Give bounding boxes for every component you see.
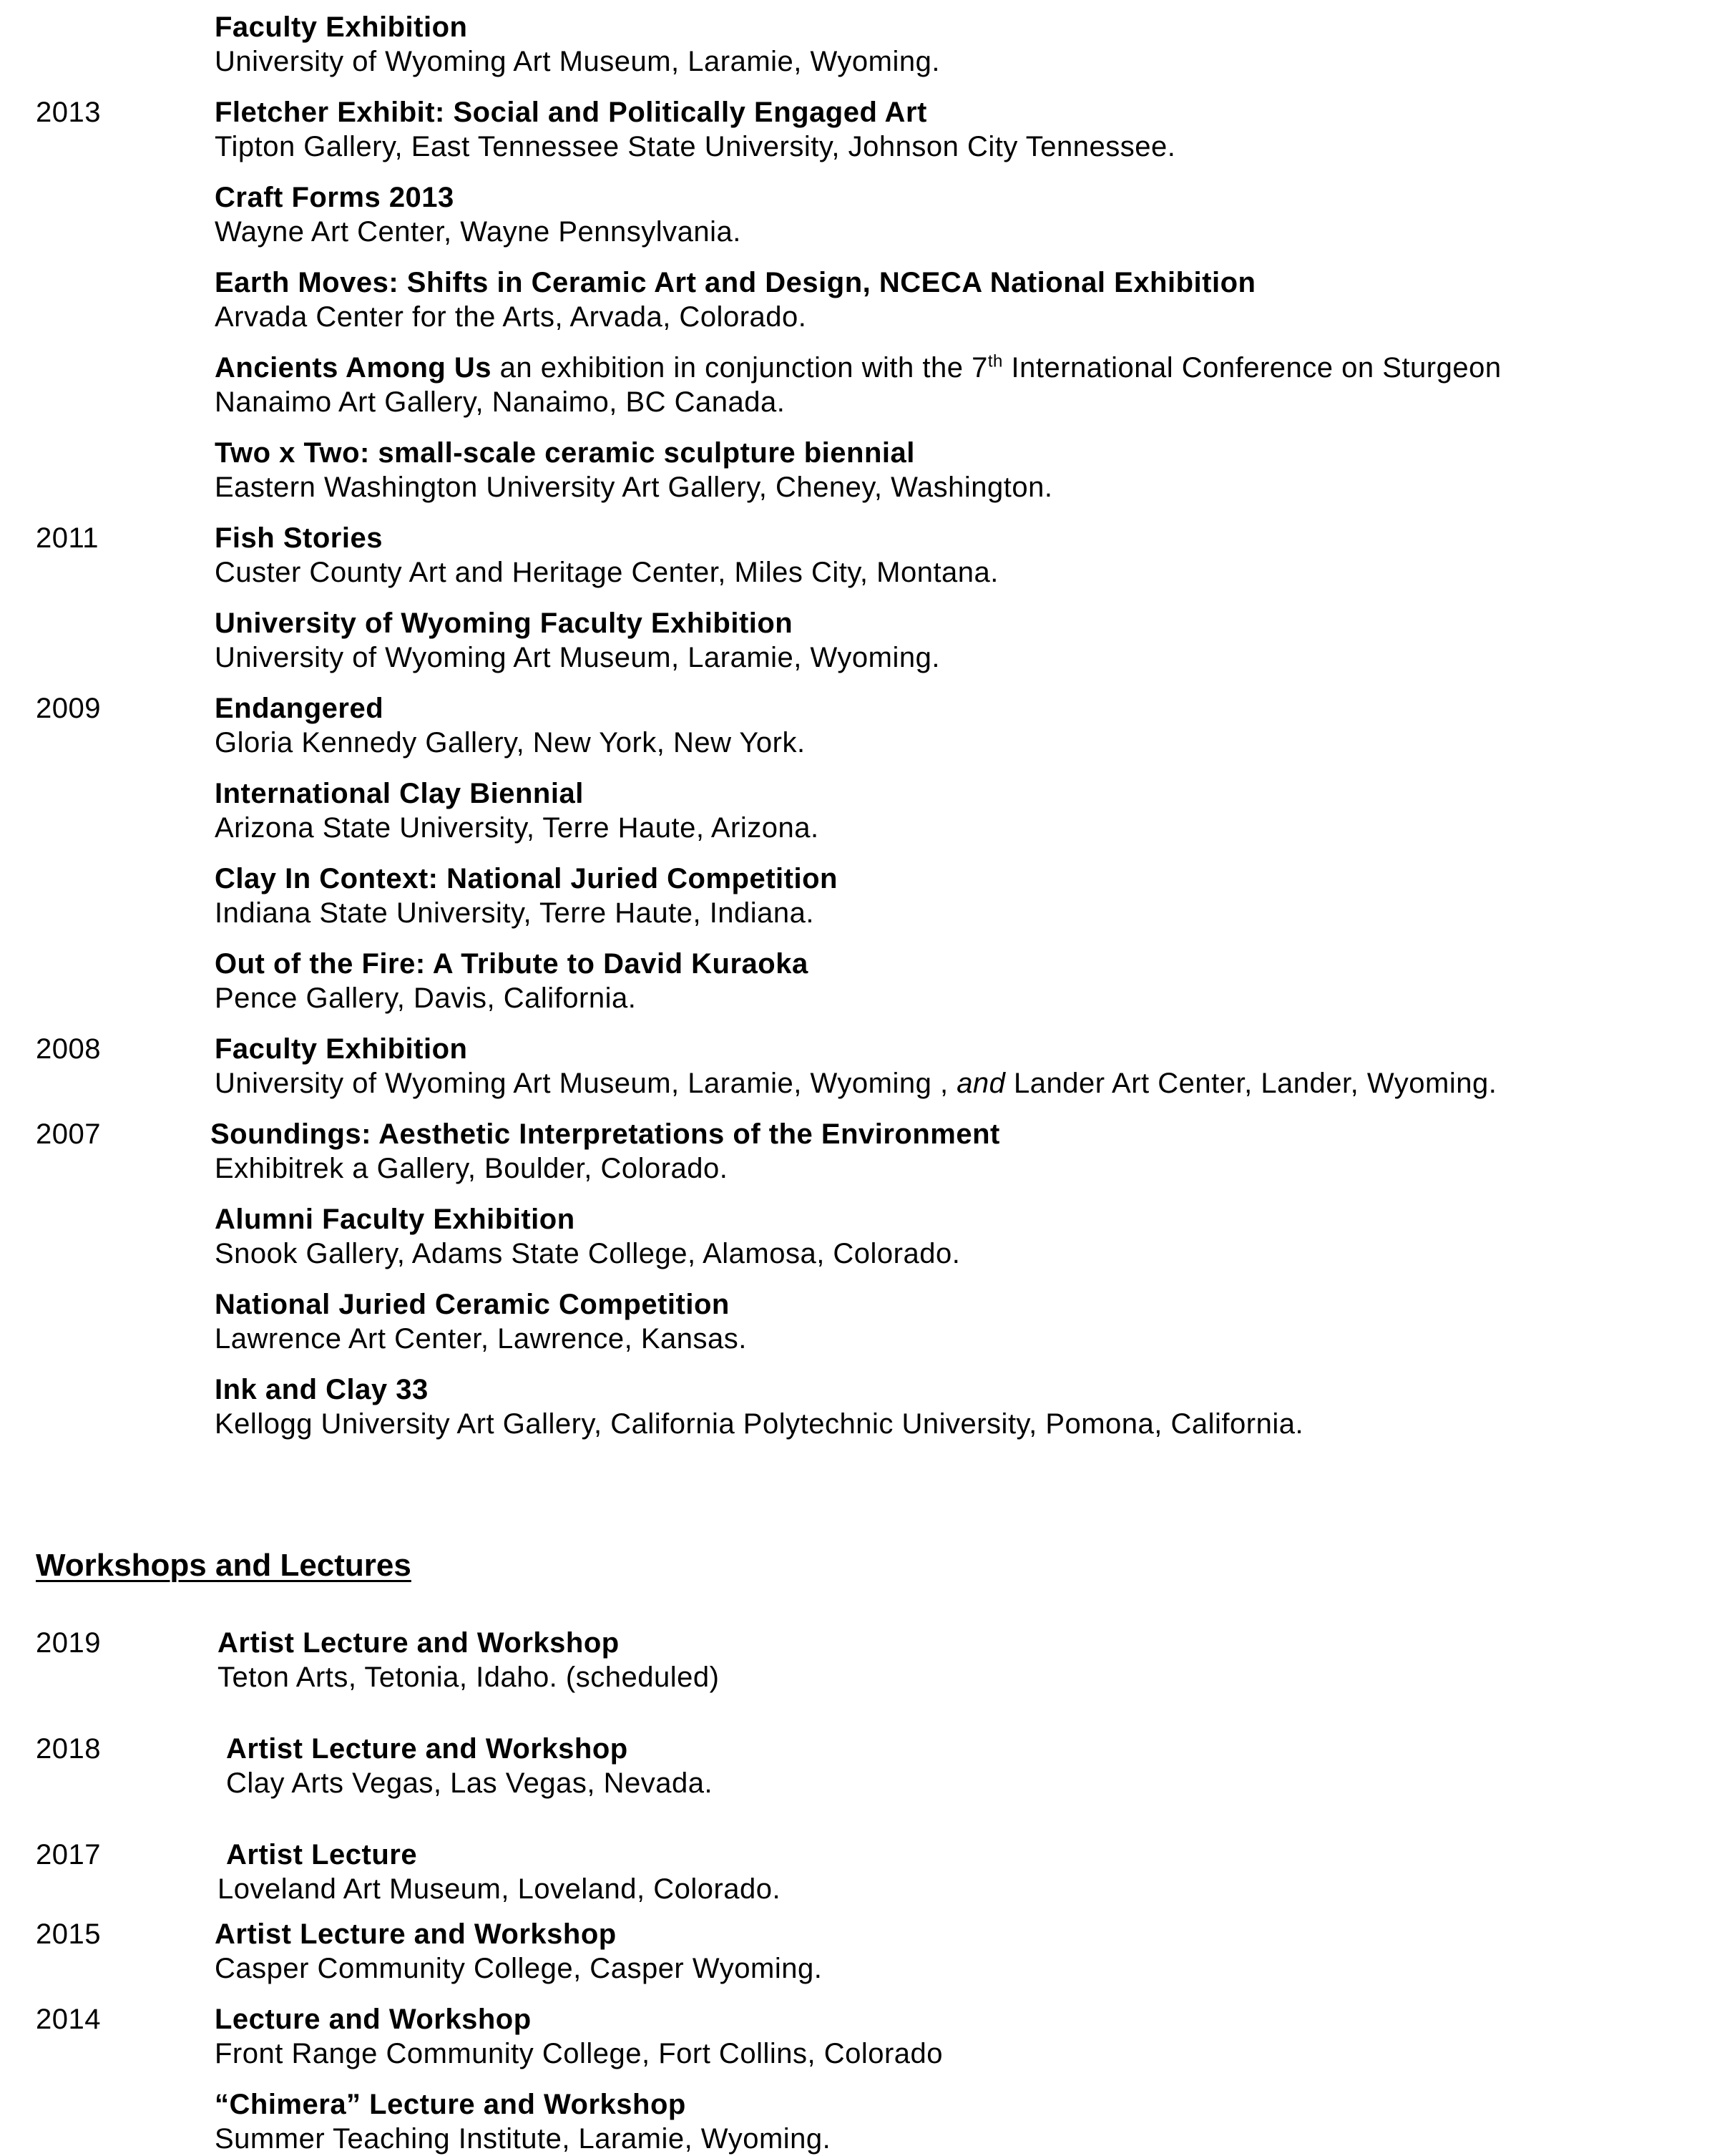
workshop-entry — [217, 1626, 1706, 1694]
workshop-entry — [215, 2002, 1703, 2071]
exhibition-venue: Arizona State University, Terre Haute, Arizona. — [215, 812, 819, 844]
exhibition-title-name: Ancients Among Us — [215, 352, 492, 384]
exhibition-venue: University of Wyoming Art Museum, Laramie, Wyoming. — [215, 46, 940, 77]
exhibition-title-description-end: International Conference on Sturgeon — [1002, 352, 1502, 384]
exhibition-venue-and: and — [957, 1068, 1006, 1099]
exhibition-title: National Juried Ceramic Competition — [215, 1289, 730, 1320]
workshop-title: Artist Lecture — [226, 1839, 418, 1870]
workshop-title: Artist Lecture and Workshop — [217, 1627, 620, 1659]
workshop-year: 2017 — [36, 1839, 101, 1870]
exhibition-venue-part: University of Wyoming Art Museum, Laramie, Wyoming , — [215, 1068, 957, 1099]
exhibition-title — [215, 351, 1703, 385]
workshop-venue: Clay Arts Vegas, Las Vegas, Nevada. — [226, 1767, 713, 1799]
exhibition-title: International Clay Biennial — [215, 778, 584, 809]
workshop-entry — [215, 1917, 1703, 1986]
exhibition-venue: Gloria Kennedy Gallery, New York, New York. — [215, 727, 806, 758]
exhibition-entry — [215, 95, 1703, 164]
exhibition-title: Endangered — [215, 693, 384, 724]
exhibition-title: Ink and Clay 33 — [215, 1374, 429, 1405]
exhibition-title: Soundings: Aesthetic Interpretations of the Environment — [210, 1118, 1000, 1150]
exhibition-entry — [215, 1032, 1703, 1101]
exhibition-entry — [215, 691, 1703, 760]
exhibition-entry — [215, 606, 1703, 675]
exhibition-entry — [215, 1372, 1703, 1441]
workshop-year: 2014 — [36, 2004, 101, 2035]
workshop-venue: Loveland Art Museum, Loveland, Colorado. — [217, 1873, 781, 1905]
exhibition-title: Clay In Context: National Juried Competition — [215, 863, 838, 894]
exhibition-venue: Arvada Center for the Arts, Arvada, Colorado. — [215, 301, 807, 333]
workshops-section-heading: Workshops and Lectures — [36, 1548, 411, 1583]
exhibition-entry — [215, 947, 1703, 1015]
exhibition-entry — [215, 265, 1703, 334]
exhibition-venue: Wayne Art Center, Wayne Pennsylvania. — [215, 216, 741, 248]
exhibition-venue: Eastern Washington University Art Gallery, Cheney, Washington. — [215, 472, 1053, 503]
exhibition-entry — [210, 1117, 1703, 1186]
exhibition-venue — [215, 1066, 1703, 1101]
workshop-title: Artist Lecture and Workshop — [215, 1918, 617, 1950]
exhibition-venue: Kellogg University Art Gallery, California Polytechnic University, Pomona, California. — [215, 1408, 1304, 1440]
workshop-title: Artist Lecture and Workshop — [226, 1733, 628, 1765]
exhibition-title: University of Wyoming Faculty Exhibition — [215, 608, 793, 639]
exhibition-title: Fish Stories — [215, 522, 383, 554]
workshop-entry — [217, 1838, 1706, 1906]
workshop-venue: Summer Teaching Institute, Laramie, Wyoming. — [215, 2123, 831, 2155]
workshop-entry — [226, 1732, 1714, 1800]
workshop-venue: Casper Community College, Casper Wyoming. — [215, 1953, 823, 1984]
exhibition-year: 2011 — [36, 522, 99, 554]
workshop-title: “Chimera” Lecture and Workshop — [215, 2089, 686, 2120]
exhibition-title: Fletcher Exhibit: Social and Politically Engaged Art — [215, 97, 927, 128]
workshop-year: 2015 — [36, 1918, 101, 1950]
exhibition-venue: Lawrence Art Center, Lawrence, Kansas. — [215, 1323, 747, 1355]
ordinal-suffix: th — [987, 351, 1003, 371]
exhibition-venue: Tipton Gallery, East Tennessee State University, Johnson City Tennessee. — [215, 131, 1176, 162]
workshop-venue: Front Range Community College, Fort Collins, Colorado — [215, 2038, 944, 2069]
exhibition-year: 2013 — [36, 97, 101, 128]
exhibition-title-description: an exhibition in conjunction with the 7 — [491, 352, 988, 384]
exhibition-title: Two x Two: small-scale ceramic sculpture biennial — [215, 437, 915, 469]
exhibition-entry — [215, 521, 1703, 590]
exhibition-venue: Exhibitrek a Gallery, Boulder, Colorado. — [215, 1153, 728, 1184]
exhibition-title: Faculty Exhibition — [215, 11, 468, 43]
exhibition-venue: Snook Gallery, Adams State College, Alamosa, Colorado. — [215, 1238, 961, 1269]
workshop-year: 2018 — [36, 1733, 101, 1765]
exhibition-title: Earth Moves: Shifts in Ceramic Art and Design, NCECA National Exhibition — [215, 267, 1256, 298]
exhibition-year: 2009 — [36, 693, 101, 724]
exhibition-venue-part: Lander Art Center, Lander, Wyoming. — [1005, 1068, 1497, 1099]
exhibition-venue: Nanaimo Art Gallery, Nanaimo, BC Canada. — [215, 386, 786, 418]
exhibition-title: Alumni Faculty Exhibition — [215, 1204, 575, 1235]
workshop-title: Lecture and Workshop — [215, 2004, 532, 2035]
exhibition-entry — [215, 862, 1703, 930]
exhibition-entry — [215, 1202, 1703, 1271]
exhibition-title: Faculty Exhibition — [215, 1033, 468, 1065]
exhibition-year: 2008 — [36, 1033, 101, 1065]
exhibition-entry — [215, 10, 1703, 79]
exhibition-venue: Custer County Art and Heritage Center, Miles City, Montana. — [215, 557, 999, 588]
exhibition-venue: University of Wyoming Art Museum, Laramie, Wyoming. — [215, 642, 940, 673]
exhibition-entry — [215, 436, 1703, 504]
exhibition-venue: Pence Gallery, Davis, California. — [215, 982, 637, 1014]
exhibition-title: Out of the Fire: A Tribute to David Kuraoka — [215, 948, 808, 980]
exhibition-entry — [215, 351, 1703, 419]
exhibition-title: Craft Forms 2013 — [215, 182, 454, 213]
exhibition-entry — [215, 180, 1703, 249]
workshop-year: 2019 — [36, 1627, 101, 1659]
exhibition-venue: Indiana State University, Terre Haute, Indiana. — [215, 897, 815, 929]
exhibition-year: 2007 — [36, 1118, 101, 1150]
workshop-entry — [215, 2087, 1703, 2156]
exhibition-entry — [215, 776, 1703, 845]
workshop-venue: Teton Arts, Tetonia, Idaho. (scheduled) — [217, 1662, 720, 1693]
exhibition-entry — [215, 1287, 1703, 1356]
